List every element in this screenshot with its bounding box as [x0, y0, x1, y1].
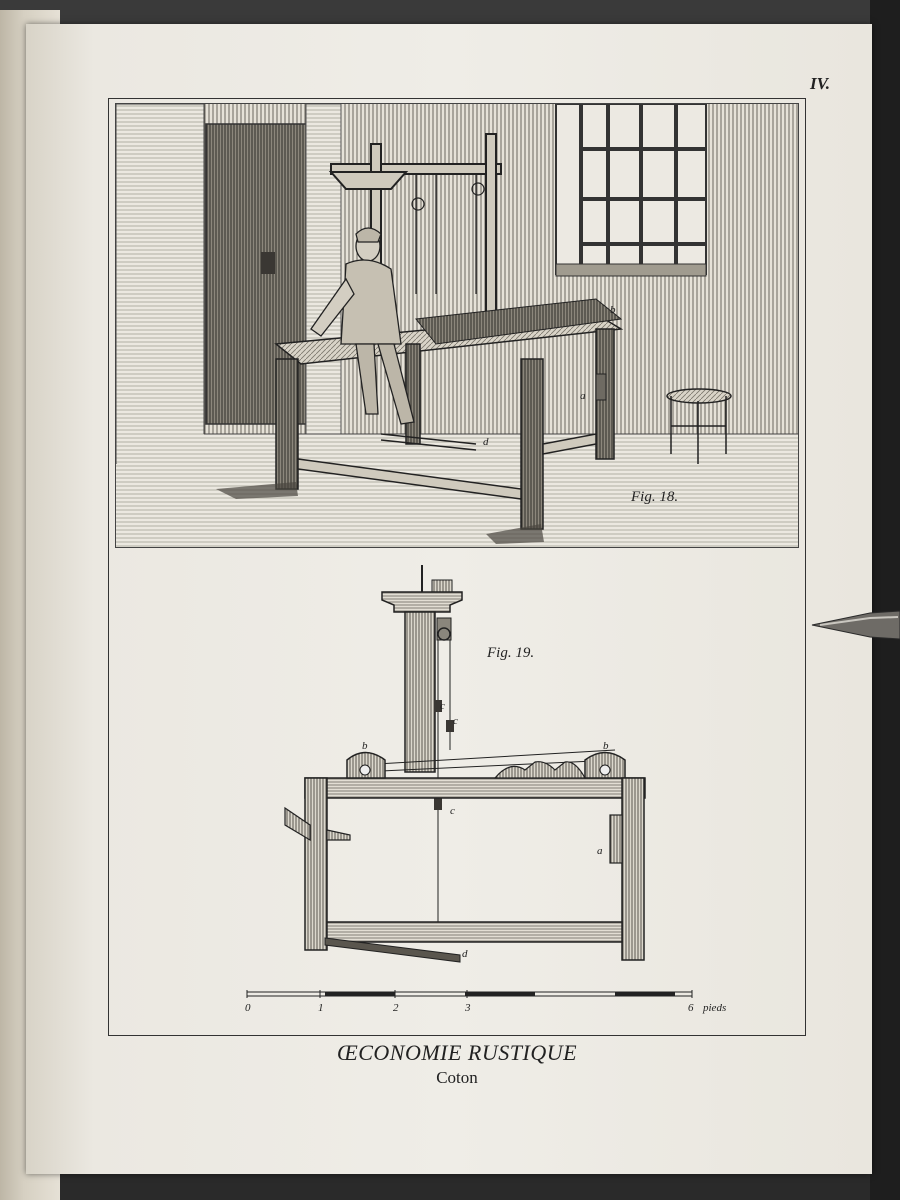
- scale-tick-0: 0: [245, 1002, 251, 1014]
- fig19-letter-d: d: [462, 948, 468, 960]
- plate-number: IV.: [809, 74, 830, 93]
- fig19-letter-c-low: c: [450, 805, 455, 817]
- fig19-letter-b-right: b: [603, 740, 609, 752]
- caption-subtitle: Coton: [436, 1068, 478, 1087]
- fig19-letter-a: a: [597, 845, 603, 857]
- scale-tick-3: 3: [465, 1002, 471, 1014]
- fig18-label: Fig. 18.: [631, 489, 679, 505]
- fig18-letter-b: b: [610, 304, 616, 316]
- fig19-label: Fig. 19.: [487, 645, 535, 661]
- fig19-letter-c-mid: c: [453, 715, 458, 727]
- fig19-letter-b-left: b: [362, 740, 368, 752]
- fig19-illustration: [115, 550, 799, 1030]
- scale-unit: pieds: [703, 1002, 727, 1014]
- scale-tick-6: 6: [688, 1002, 694, 1014]
- scale-bar: [245, 988, 705, 1004]
- fig18-illustration: [116, 104, 799, 548]
- fig19-letter-c-top: c: [440, 700, 445, 712]
- fig18-letter-a: a: [580, 390, 586, 402]
- scale-tick-1: 1: [318, 1002, 324, 1014]
- fig18-letter-d: d: [483, 436, 489, 448]
- scale-tick-2: 2: [393, 1002, 399, 1014]
- caption-title: ŒCONOMIE RUSTIQUE: [336, 1040, 578, 1065]
- fig19-engraving: [115, 550, 799, 1030]
- page-clip: [810, 607, 900, 643]
- backdrop-right: [870, 0, 900, 1200]
- fig18-engraving: [115, 103, 799, 548]
